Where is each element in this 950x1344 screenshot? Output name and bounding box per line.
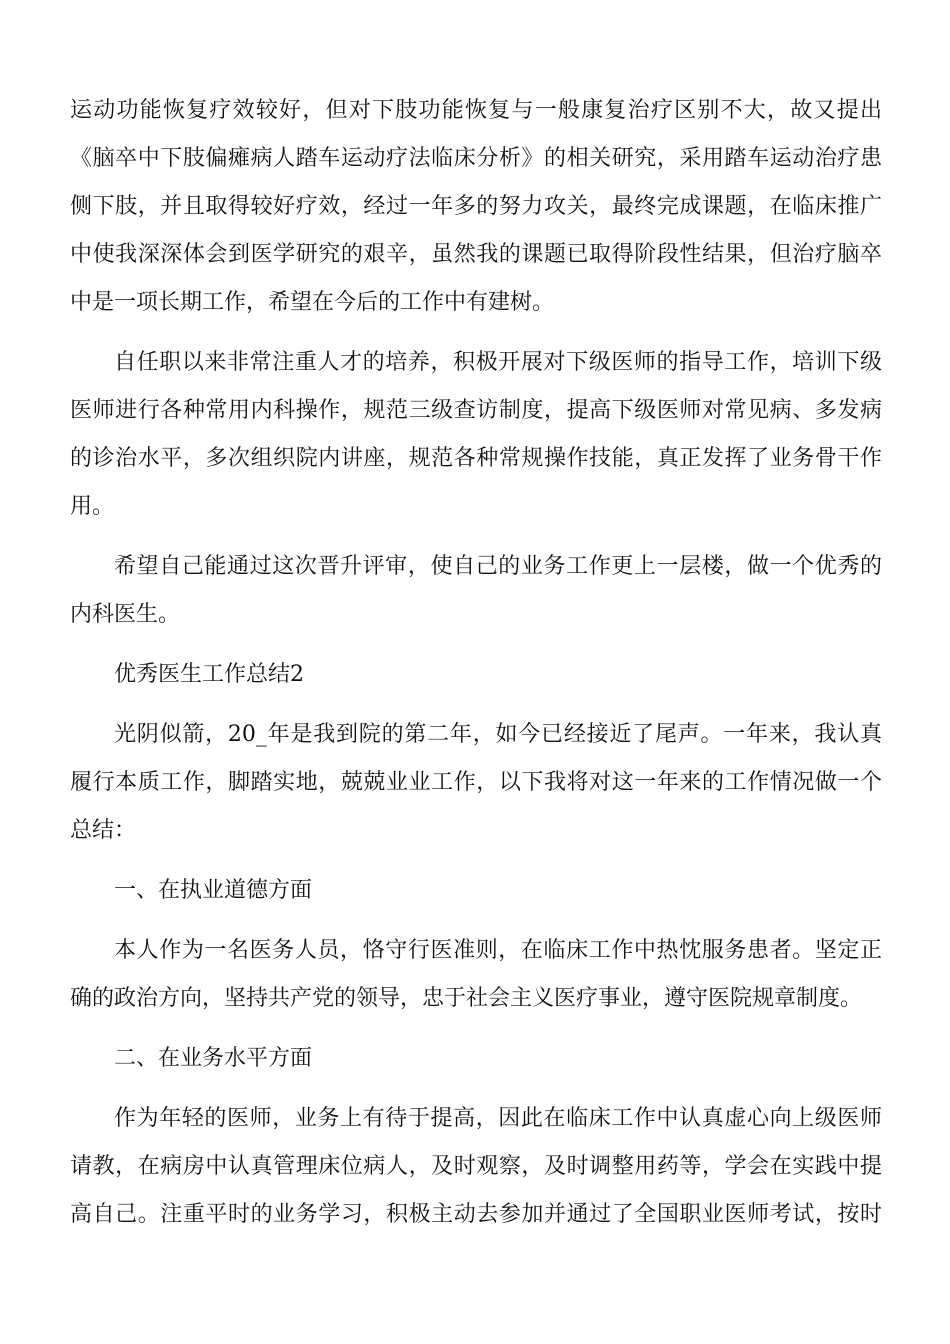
text-line: 中是一项长期工作，希望在今后的工作中有建树。	[70, 290, 555, 315]
text-line: 高自己。注重平时的业务学习，积极主动去参加并通过了全国职业医师考试，按时	[70, 1202, 882, 1227]
text-line: 用。	[70, 494, 115, 519]
text-line: 内科医生。	[70, 602, 181, 627]
paragraph	[70, 1095, 882, 1239]
paragraph	[70, 543, 882, 639]
paragraph	[70, 711, 882, 855]
paragraph	[70, 87, 882, 327]
document-body	[70, 87, 882, 1239]
paragraph	[70, 339, 882, 531]
text-line: 本人作为一名医务人员，恪守行医准则，在临床工作中热忱服务患者。坚定正	[114, 938, 882, 963]
section-heading: 一、在执业道德方面	[114, 878, 313, 903]
text-line: 光阴似箭，20_年是我到院的第二年，如今已经接近了尾声。一年来，我认真	[114, 722, 882, 747]
text-line: 请教，在病房中认真管理床位病人，及时观察，及时调整用药等，学会在实践中提	[70, 1154, 882, 1179]
paragraph	[70, 927, 882, 1023]
text-line: 《脑卒中下肢偏瘫病人踏车运动疗法临床分析》的相关研究，采用踏车运动治疗患	[70, 146, 882, 171]
text-line: 总结：	[70, 818, 137, 843]
text-line: 侧下肢，并且取得较好疗效，经过一年多的努力攻关，最终完成课题，在临床推广	[70, 194, 882, 219]
text-line: 的诊治水平，多次组织院内讲座，规范各种常规操作技能，真正发挥了业务骨干作	[70, 446, 882, 471]
text-line: 自任职以来非常注重人才的培养，积极开展对下级医师的指导工作，培训下级	[114, 350, 882, 375]
section-heading: 二、在业务水平方面	[114, 1046, 313, 1071]
text-line: 确的政治方向，坚持共产党的领导，忠于社会主义医疗事业，遵守医院规章制度。	[70, 986, 863, 1011]
text-line: 医师进行各种常用内科操作，规范三级查访制度，提高下级医师对常见病、多发病	[70, 398, 882, 423]
text-line: 履行本质工作，脚踏实地，兢兢业业工作，以下我将对这一年来的工作情况做一个	[70, 770, 882, 795]
text-line: 中使我深深体会到医学研究的艰辛，虽然我的课题已取得阶段性结果，但治疗脑卒	[70, 242, 882, 267]
text-line: 作为年轻的医师，业务上有待于提高，因此在临床工作中认真虚心向上级医师	[114, 1106, 882, 1131]
text-line: 运动功能恢复疗效较好，但对下肢功能恢复与一般康复治疗区别不大，故又提出	[70, 98, 882, 123]
section-heading: 优秀医生工作总结2	[114, 662, 304, 687]
text-line: 希望自己能通过这次晋升评审，使自己的业务工作更上一层楼，做一个优秀的	[114, 554, 882, 579]
